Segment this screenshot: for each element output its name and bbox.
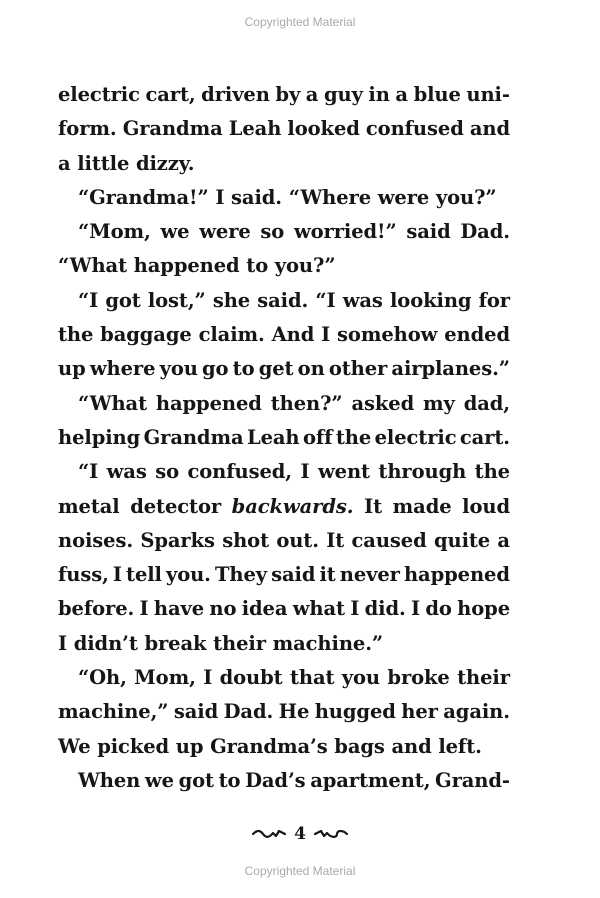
text-line — [58, 730, 510, 764]
text-line — [58, 352, 510, 386]
word: I — [321, 323, 331, 347]
word: electric — [374, 425, 457, 449]
watermark-bottom: Copyrighted Material — [244, 864, 356, 878]
word: hope — [457, 597, 510, 621]
word: caused — [351, 528, 427, 552]
word: tell — [126, 563, 162, 587]
word: her — [401, 700, 438, 724]
word: confused — [365, 117, 464, 141]
word: so — [260, 220, 285, 244]
word: uni- — [466, 83, 510, 106]
word: “Oh, — [78, 666, 127, 690]
word: I — [350, 597, 360, 621]
word: Grandma — [143, 425, 244, 449]
word: backwards. — [231, 494, 354, 518]
word: other — [328, 357, 388, 381]
word: And — [271, 323, 315, 347]
word: little — [77, 151, 136, 175]
word: and — [391, 734, 439, 758]
word: got — [105, 288, 141, 312]
word: broke — [387, 666, 450, 690]
word: to — [246, 254, 275, 278]
word: off — [302, 425, 333, 449]
word: “Mom, — [78, 220, 151, 244]
word: got — [178, 768, 214, 792]
word: went — [317, 460, 370, 484]
word: They — [214, 563, 267, 587]
word: it — [319, 563, 336, 587]
word: He — [278, 700, 310, 724]
word: out. — [276, 528, 319, 552]
word: you. — [165, 563, 211, 587]
word: get — [258, 357, 294, 381]
word: before. — [58, 597, 135, 621]
word: When — [78, 768, 141, 792]
word: hugged — [314, 700, 396, 724]
word: you — [159, 357, 198, 381]
word: you — [341, 666, 381, 690]
text-line — [58, 695, 510, 729]
word: “I — [315, 288, 336, 312]
text-line — [58, 147, 510, 181]
word: We — [58, 734, 98, 758]
left-ornament-icon — [252, 828, 286, 840]
word: It — [326, 528, 345, 552]
word: no — [209, 597, 237, 621]
word: and — [469, 117, 510, 141]
word: said — [406, 220, 451, 244]
word: by — [275, 83, 301, 106]
word: you?” — [435, 185, 497, 209]
word: for — [478, 288, 510, 312]
word: to — [218, 768, 241, 792]
word: dad, — [463, 391, 510, 415]
word: metal — [58, 494, 120, 518]
word: Dad. — [460, 220, 510, 244]
word: apartment, — [310, 768, 431, 792]
word: loud — [462, 494, 510, 518]
text-line — [58, 455, 510, 489]
word: “What — [78, 391, 147, 415]
word: were — [377, 185, 436, 209]
word: doubt — [219, 666, 283, 690]
word: happened — [155, 391, 262, 415]
word: the — [474, 460, 510, 484]
word: Leah — [228, 117, 282, 141]
text-line — [58, 318, 510, 352]
word: Leah — [246, 425, 300, 449]
word: guy — [323, 83, 363, 106]
word: bags — [334, 734, 392, 758]
text-line — [58, 387, 510, 421]
word: noises. — [58, 528, 134, 552]
word: was — [106, 460, 147, 484]
word: driven — [201, 83, 270, 106]
text-line — [58, 627, 510, 661]
word: “Where — [288, 185, 378, 209]
word: a — [305, 83, 319, 106]
word: form. — [58, 117, 117, 141]
word: idea — [241, 597, 288, 621]
page-number: 4 — [294, 824, 306, 844]
word: so — [155, 460, 179, 484]
word: where — [89, 357, 156, 381]
text-line — [58, 524, 510, 558]
word: claim. — [198, 323, 265, 347]
word: Sparks — [140, 528, 215, 552]
word: have — [153, 597, 205, 621]
word: Dad’s — [245, 768, 306, 792]
word: shot — [222, 528, 269, 552]
word: happened — [133, 254, 247, 278]
word: “What — [58, 254, 134, 278]
word: the — [58, 323, 94, 347]
word: detector — [130, 494, 222, 518]
word: airplanes.” — [391, 357, 510, 381]
word: said — [173, 700, 219, 724]
word: their — [213, 631, 273, 655]
right-ornament-icon — [314, 828, 348, 840]
word: cart. — [459, 425, 510, 449]
text-line — [58, 764, 510, 798]
word: “I — [78, 288, 99, 312]
word: fuss, — [58, 563, 109, 587]
word: confused, — [187, 460, 292, 484]
word: cart, — [145, 83, 196, 106]
word: go — [202, 357, 229, 381]
word: It — [364, 494, 382, 518]
word: blue — [413, 83, 461, 106]
word: their — [457, 666, 510, 690]
word: ended — [444, 323, 510, 347]
word: I — [58, 631, 74, 655]
word: again. — [443, 700, 510, 724]
word: I — [139, 597, 149, 621]
word: a — [395, 83, 408, 106]
text-line — [58, 558, 510, 592]
word: Grandma — [122, 117, 223, 141]
word: that — [289, 666, 335, 690]
text-line — [58, 661, 510, 695]
text-line — [58, 215, 510, 249]
text-line — [58, 284, 510, 318]
text-line — [58, 249, 510, 283]
word: left. — [438, 734, 482, 758]
word: baggage — [100, 323, 192, 347]
word: Grand- — [435, 768, 510, 792]
word: what — [292, 597, 345, 621]
word: somehow — [337, 323, 438, 347]
word: didn’t — [73, 631, 145, 655]
word: a — [497, 528, 510, 552]
word: then?” — [270, 391, 343, 415]
body-text — [58, 78, 510, 798]
word: looked — [287, 117, 360, 141]
word: said. — [257, 288, 309, 312]
word: dizzy. — [135, 151, 195, 175]
word: I — [411, 597, 421, 621]
page-folio — [0, 824, 600, 844]
text-line — [58, 181, 510, 215]
word: quite — [433, 528, 491, 552]
word: up — [175, 734, 211, 758]
word: never — [339, 563, 400, 587]
text-line — [58, 78, 510, 112]
word: said — [271, 563, 316, 587]
word: “Grandma!” — [78, 185, 216, 209]
word: said. — [231, 185, 289, 209]
word: Grandma’s — [210, 734, 335, 758]
word: I — [300, 460, 310, 484]
word: to — [232, 357, 255, 381]
word: lost,” — [147, 288, 206, 312]
word: was — [342, 288, 383, 312]
word: the — [335, 425, 372, 449]
word: were — [199, 220, 251, 244]
word: through — [378, 460, 467, 484]
word: looking — [389, 288, 472, 312]
word: I — [215, 185, 232, 209]
word: worried!” — [293, 220, 397, 244]
word: on — [297, 357, 325, 381]
word: she — [212, 288, 251, 312]
word: helping — [58, 425, 141, 449]
word: I — [112, 563, 122, 587]
word: picked — [97, 734, 176, 758]
word: I — [203, 666, 213, 690]
word: Mom, — [134, 666, 196, 690]
word: my — [423, 391, 455, 415]
word: up — [58, 357, 86, 381]
watermark-top: Copyrighted Material — [244, 15, 356, 29]
word: asked — [351, 391, 415, 415]
text-line — [58, 112, 510, 146]
word: machine.” — [272, 631, 384, 655]
text-line — [58, 592, 510, 626]
word: do — [425, 597, 452, 621]
word: happened — [403, 563, 510, 587]
text-line — [58, 490, 510, 524]
word: break — [144, 631, 214, 655]
word: we — [160, 220, 190, 244]
word: “I — [78, 460, 99, 484]
word: did. — [364, 597, 406, 621]
word: in — [368, 83, 390, 106]
word: made — [392, 494, 452, 518]
word: you?” — [274, 254, 336, 278]
word: we — [144, 768, 174, 792]
word: electric — [58, 83, 140, 106]
word: machine,” — [58, 700, 169, 724]
text-line — [58, 421, 510, 455]
word: Dad. — [223, 700, 274, 724]
word: a — [58, 151, 78, 175]
